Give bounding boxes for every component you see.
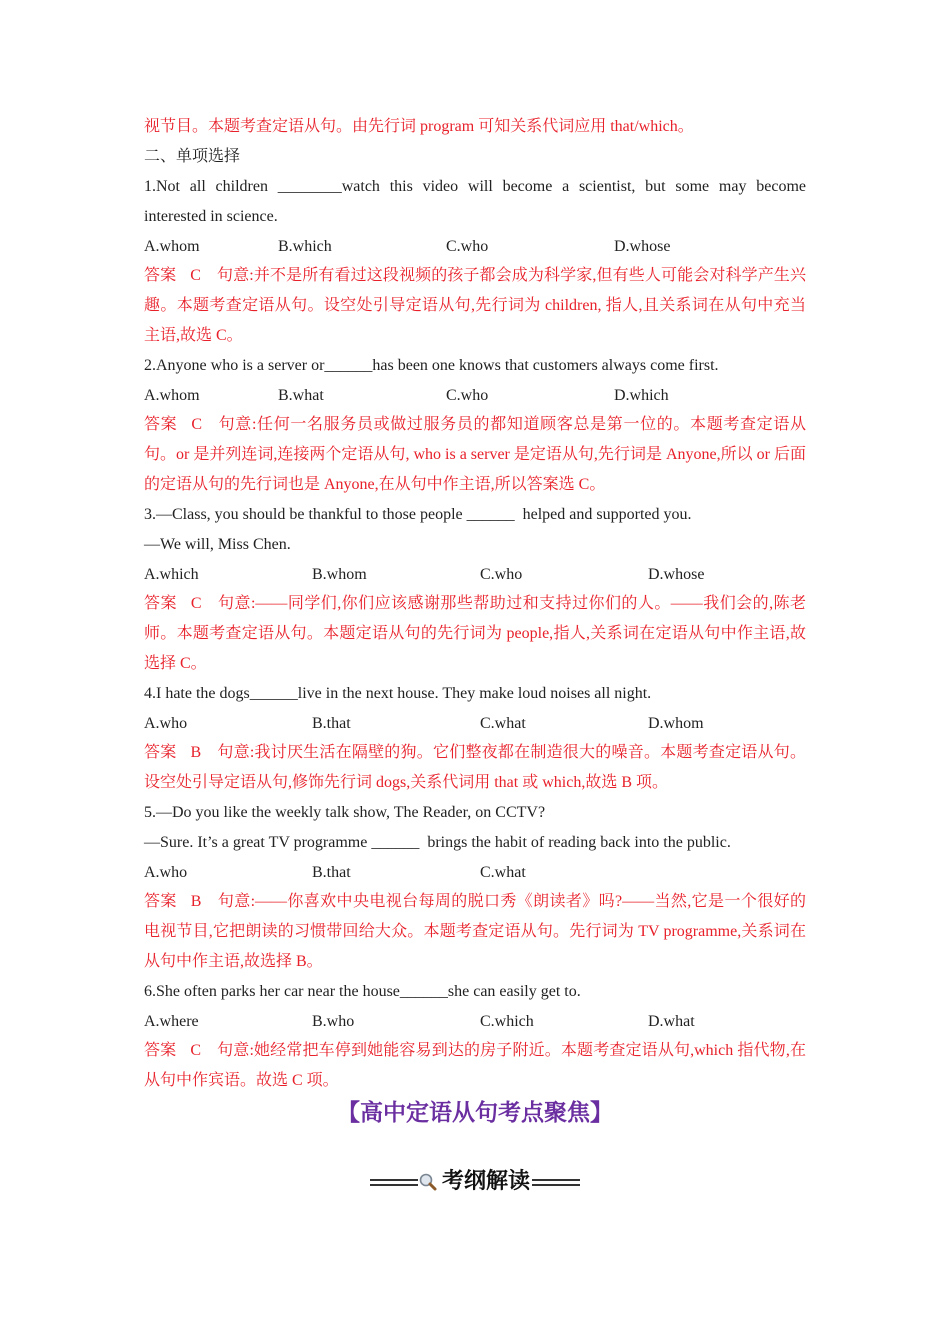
explanation-text: 句意:——你喜欢中央电视台每周的脱口秀《朗读者》吗?——当然,它是一个很好的电视节目,它把朗读的习惯带回给大众。本题考查定语从句。先行词为 TV programme,关系词在从句中作主语,故选择 B。 bbox=[144, 893, 806, 970]
answer-label: 答案 bbox=[144, 595, 177, 612]
answer-explanation bbox=[144, 410, 806, 500]
answer-key: C bbox=[191, 416, 202, 433]
answer-explanation bbox=[144, 887, 806, 977]
answer-explanation bbox=[144, 261, 806, 351]
option-d: D.whose bbox=[648, 566, 705, 583]
question-stem bbox=[144, 172, 806, 232]
option-a: A.where bbox=[144, 1013, 199, 1030]
document-body bbox=[144, 112, 806, 1096]
options-row bbox=[144, 381, 806, 410]
explanation-text: 句意:任何一名服务员或做过服务员的都知道顾客总是第一位的。本题考查定语从句。or 是并列连词,连接两个定语从句, who is a server 是定语从句,先行词是 Anyone,所以 or 后面的定语从句的先行词也是 Anyone,在从句中作主语,所以答案选 C。 bbox=[144, 416, 806, 493]
question-1 bbox=[144, 172, 806, 351]
option-b: B.which bbox=[278, 238, 332, 255]
answer-explanation bbox=[144, 738, 806, 798]
option-a: A.which bbox=[144, 566, 199, 583]
left-double-rule bbox=[370, 1179, 418, 1186]
option-b: B.whom bbox=[312, 566, 367, 583]
explanation-text: 句意:我讨厌生活在隔壁的狗。它们整夜都在制造很大的噪音。本题考查定语从句。设空处引导定语从句,修饰先行词 dogs,关系代词用 that 或 which,故选 B 项。 bbox=[144, 744, 806, 791]
options-row bbox=[144, 1007, 806, 1036]
options-row bbox=[144, 232, 806, 261]
explanation-text: 句意:并不是所有看过这段视频的孩子都会成为科学家,但有些人可能会对科学产生兴趣。本题考查定语从句。设空处引导定语从句,先行词为 children, 指人,且关系词在从句中充当主语,故选 C。 bbox=[144, 267, 806, 344]
answer-explanation bbox=[144, 1036, 806, 1096]
previous-answer-tail: 视节目。本题考查定语从句。由先行词 program 可知关系代词应用 that/which。 bbox=[144, 118, 694, 135]
option-d: D.what bbox=[648, 1013, 695, 1030]
explanation-text: 句意:她经常把车停到她能容易到达的房子附近。本题考查定语从句,which 指代物,在从句中作宾语。故选 C 项。 bbox=[144, 1042, 806, 1089]
section-title: 【高中定语从句考点聚焦】 bbox=[337, 1100, 613, 1126]
answer-key: C bbox=[190, 595, 202, 612]
answer-explanation bbox=[144, 589, 806, 679]
question-2 bbox=[144, 351, 806, 500]
question-stem: 3.—Class, you should be thankful to those people ______ helped and supported you. bbox=[144, 506, 692, 523]
option-a: A.who bbox=[144, 864, 188, 881]
option-b: B.that bbox=[312, 715, 351, 732]
option-c: C.who bbox=[446, 387, 489, 404]
option-c: C.what bbox=[480, 864, 526, 881]
subsection-heading bbox=[0, 1166, 950, 1198]
option-c: C.what bbox=[480, 715, 526, 732]
question-stem-reply: —We will, Miss Chen. bbox=[144, 536, 291, 553]
answer-label: 答案 bbox=[144, 1042, 177, 1059]
options-row bbox=[144, 709, 806, 738]
stem-line: interested in science. bbox=[144, 208, 278, 225]
section-heading: 二、单项选择 bbox=[144, 148, 241, 165]
question-4 bbox=[144, 679, 806, 798]
options-row bbox=[144, 858, 806, 887]
question-3 bbox=[144, 500, 806, 679]
question-stem: 6.She often parks her car near the house______she can easily get to. bbox=[144, 983, 581, 1000]
answer-label: 答案 bbox=[144, 893, 177, 910]
question-stem-reply: —Sure. It’s a great TV programme ______ brings the habit of reading back into the public. bbox=[144, 834, 731, 851]
option-a: A.whom bbox=[144, 387, 200, 404]
question-stem: 4.I hate the dogs______live in the next house. They make loud noises all night. bbox=[144, 685, 652, 702]
option-b: B.who bbox=[312, 1013, 355, 1030]
answer-label: 答案 bbox=[144, 744, 177, 761]
right-double-rule bbox=[532, 1179, 580, 1186]
answer-key: B bbox=[190, 744, 202, 761]
answer-label: 答案 bbox=[144, 416, 178, 433]
question-5 bbox=[144, 798, 806, 977]
option-d: D.whom bbox=[648, 715, 704, 732]
option-c: C.who bbox=[446, 238, 489, 255]
answer-key: C bbox=[190, 267, 201, 284]
question-6 bbox=[144, 977, 806, 1096]
option-a: A.whom bbox=[144, 238, 200, 255]
option-c: C.which bbox=[480, 1013, 534, 1030]
magnifier-icon bbox=[418, 1172, 438, 1192]
answer-label: 答案 bbox=[144, 267, 177, 284]
subsection-title: 考纲解读 bbox=[441, 1169, 530, 1194]
option-d: D.which bbox=[614, 387, 669, 404]
question-stem: 5.—Do you like the weekly talk show, The Reader, on CCTV? bbox=[144, 804, 546, 821]
answer-key: C bbox=[190, 1042, 201, 1059]
options-row bbox=[144, 560, 806, 589]
option-b: B.what bbox=[278, 387, 324, 404]
explanation-text: 句意:——同学们,你们应该感谢那些帮助过和支持过你们的人。——我们会的,陈老师。本题考查定语从句。本题定语从句的先行词为 people,指人,关系词在定语从句中作主语,故选择 C。 bbox=[144, 595, 806, 672]
question-stem: 2.Anyone who is a server or______has been one knows that customers always come first. bbox=[144, 357, 719, 374]
stem-line: 1.Not all children ________watch this video will become a scientist, but some may become bbox=[144, 178, 806, 195]
answer-key: B bbox=[190, 893, 202, 910]
option-a: A.who bbox=[144, 715, 188, 732]
option-b: B.that bbox=[312, 864, 351, 881]
option-d: D.whose bbox=[614, 238, 671, 255]
option-c: C.who bbox=[480, 566, 523, 583]
